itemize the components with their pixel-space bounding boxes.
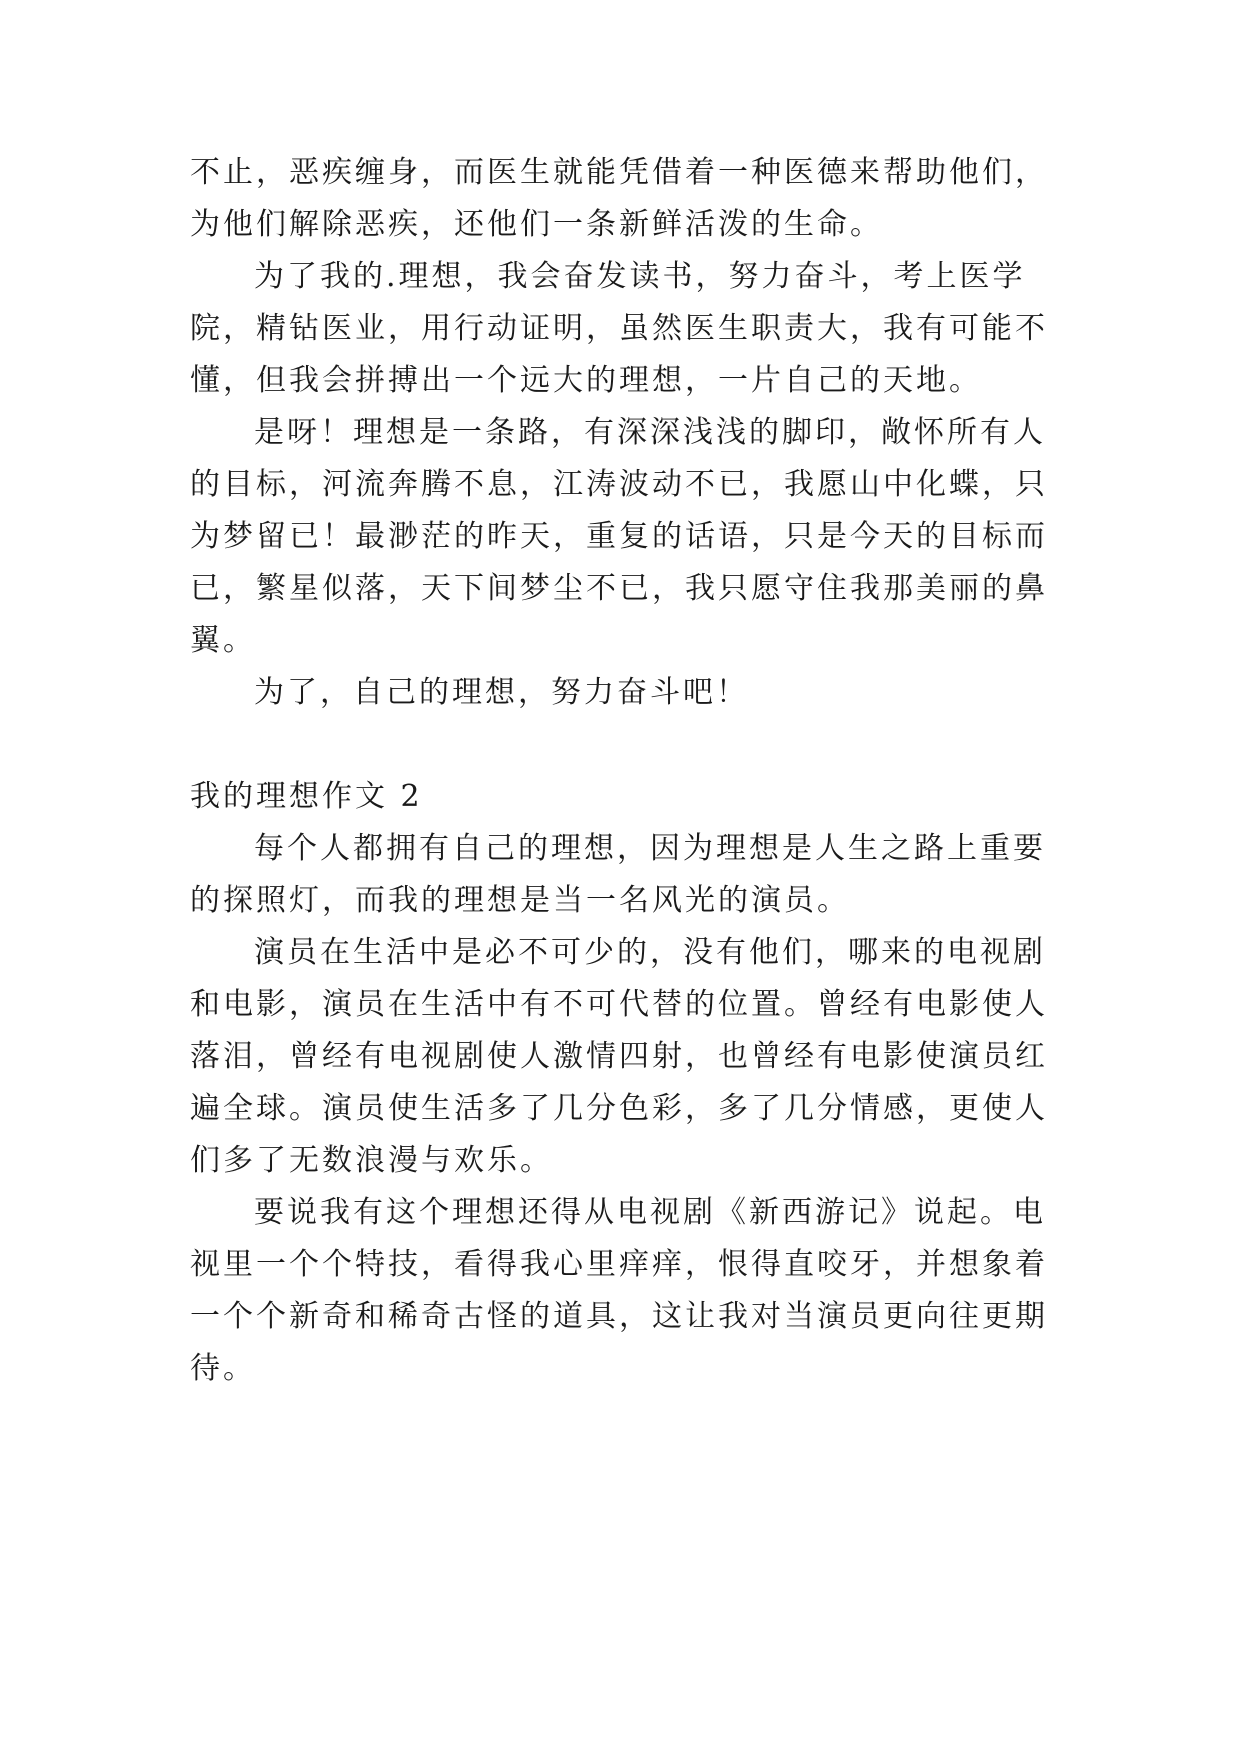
text-line: 为了，自己的理想，努力奋斗吧！ xyxy=(254,675,749,710)
text-line: 每个人都拥有自己的理想，因为理想是人生之路上重要 xyxy=(254,831,1046,866)
text-line: 懂，但我会拼搏出一个远大的理想，一片自己的天地。 xyxy=(190,363,982,398)
text-line: 的探照灯，而我的理想是当一名风光的演员。 xyxy=(190,883,850,918)
text-line: 们多了无数浪漫与欢乐。 xyxy=(190,1143,553,1178)
text-line: 视里一个个特技，看得我心里痒痒，恨得直咬牙，并想象着 xyxy=(190,1247,1048,1282)
text-line: 落泪，曾经有电视剧使人激情四射，也曾经有电影使演员红 xyxy=(190,1039,1048,1074)
text-line: 是呀！理想是一条路，有深深浅浅的脚印，敞怀所有人 xyxy=(254,415,1046,450)
text-line: 翼。 xyxy=(190,623,256,658)
text-line: 院，精钻医业，用行动证明，虽然医生职责大，我有可能不 xyxy=(190,311,1048,346)
text-line: 的目标，河流奔腾不息，江涛波动不已，我愿山中化蝶，只 xyxy=(190,467,1048,502)
section-title: 我的理想作文 2 xyxy=(190,779,423,814)
text-line: 已，繁星似落，天下间梦尘不已，我只愿守住我那美丽的鼻 xyxy=(190,571,1048,606)
text-line: 待。 xyxy=(190,1351,256,1386)
text-line: 一个个新奇和稀奇古怪的道具，这让我对当演员更向往更期 xyxy=(190,1299,1048,1334)
text-line: 遍全球。演员使生活多了几分色彩，多了几分情感，更使人 xyxy=(190,1091,1048,1126)
text-line: 要说我有这个理想还得从电视剧《新西游记》说起。电 xyxy=(254,1195,1046,1230)
text-line: 不止，恶疾缠身，而医生就能凭借着一种医德来帮助他们， xyxy=(190,155,1048,190)
text-line: 演员在生活中是必不可少的，没有他们，哪来的电视剧 xyxy=(254,935,1046,970)
text-line: 为他们解除恶疾，还他们一条新鲜活泼的生命。 xyxy=(190,207,883,242)
text-line: 为了我的.理想，我会奋发读书，努力奋斗，考上医学 xyxy=(254,259,1026,294)
text-line: 为梦留已！最渺茫的昨天，重复的话语，只是今天的目标而 xyxy=(190,519,1048,554)
text-line: 和电影，演员在生活中有不可代替的位置。曾经有电影使人 xyxy=(190,987,1048,1022)
